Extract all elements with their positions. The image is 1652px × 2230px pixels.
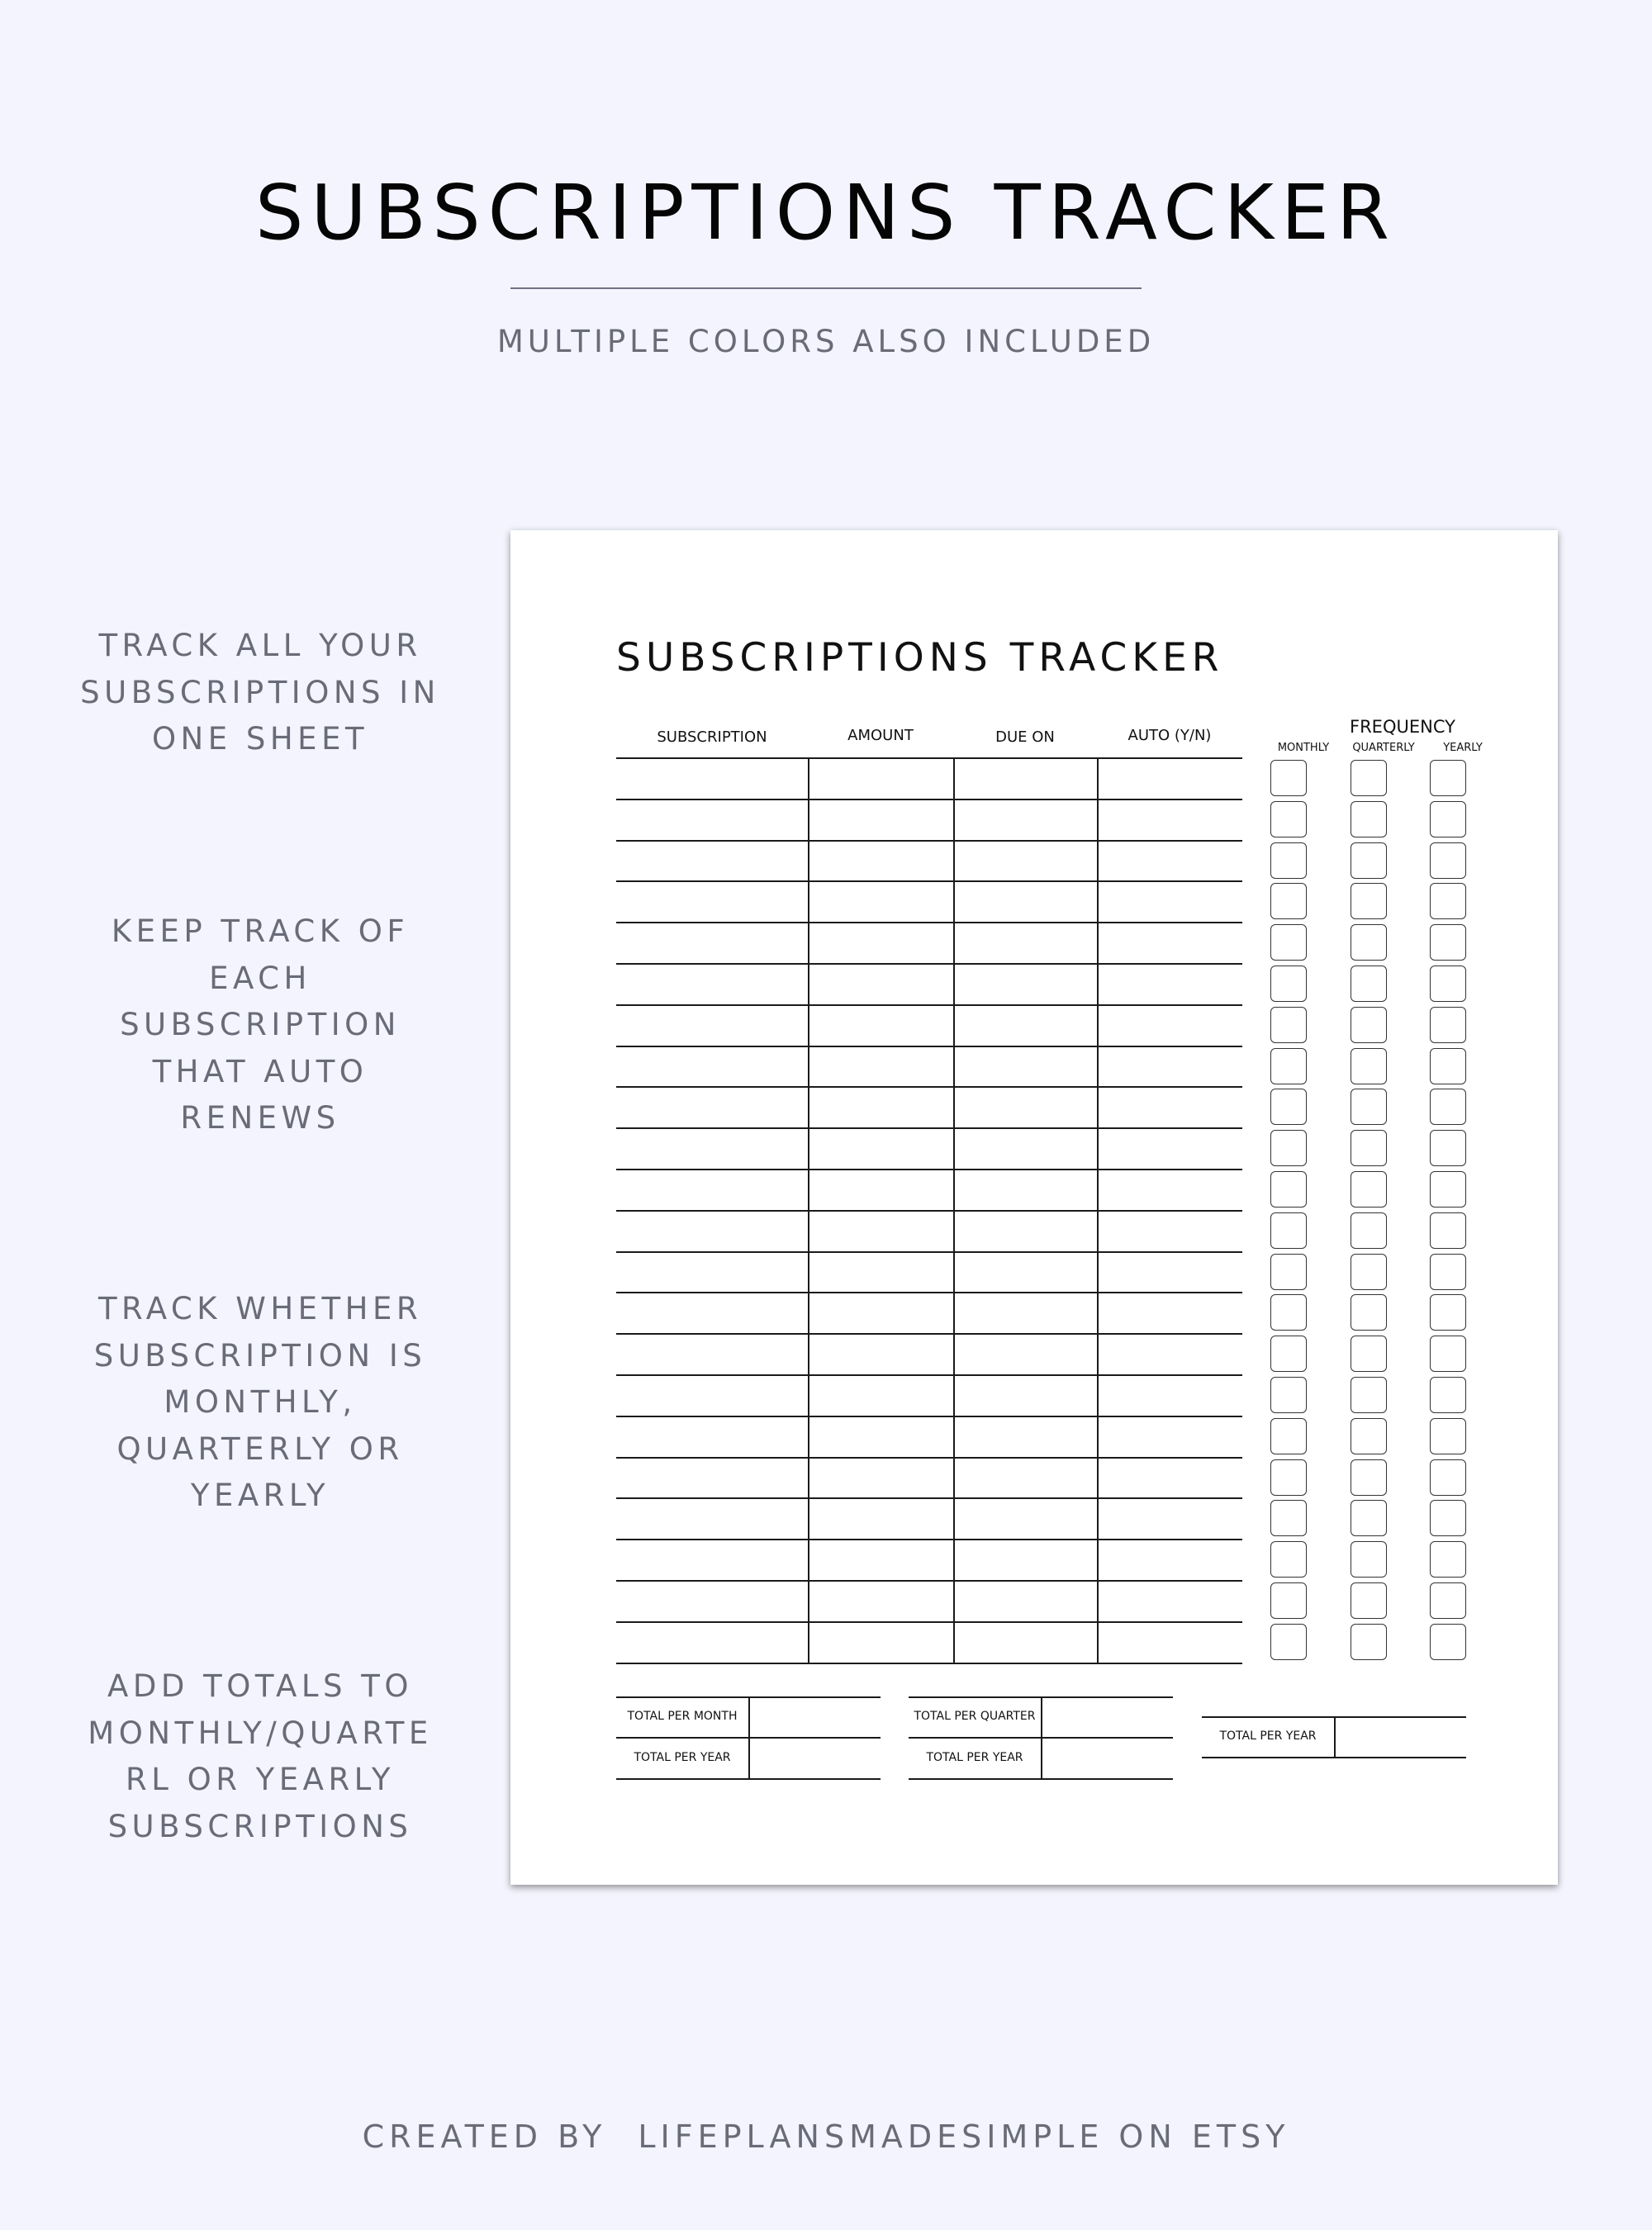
frequency-checkbox-quarterly [1351, 1089, 1387, 1125]
page-title: SUBSCRIPTIONS TRACKER [255, 168, 1397, 257]
feature-item: TRACK WHETHER SUBSCRIPTION IS MONTHLY, QUARTERLY OR YEARLY [93, 1291, 427, 1513]
frequency-checkbox-monthly [1270, 966, 1307, 1002]
feature-item: KEEP TRACK OF EACH SUBSCRIPTION THAT AUTO RENEWS [111, 913, 410, 1136]
table-row-line [616, 1169, 1242, 1170]
footer-created-by: CREATED BY [362, 2118, 607, 2155]
frequency-checkbox-yearly [1430, 1294, 1466, 1331]
table-row-line [616, 1663, 1242, 1664]
frequency-checkbox-monthly [1270, 924, 1307, 961]
frequency-checkbox-monthly [1270, 1582, 1307, 1619]
frequency-checkbox-yearly [1430, 1089, 1466, 1125]
frequency-quarterly-label: QUARTERLY [1352, 742, 1415, 754]
frequency-checkbox-monthly [1270, 1459, 1307, 1496]
frequency-checkbox-monthly [1270, 1007, 1307, 1043]
frequency-checkbox-monthly [1270, 883, 1307, 919]
frequency-checkbox-monthly [1270, 1418, 1307, 1454]
table-row-line [616, 1580, 1242, 1582]
table-column-divider [808, 757, 809, 1663]
table-row-line [616, 1497, 1242, 1499]
frequency-checkbox-quarterly [1351, 1336, 1387, 1372]
frequency-checkbox-quarterly [1351, 1377, 1387, 1413]
frequency-checkbox-quarterly [1351, 1254, 1387, 1290]
frequency-checkbox-quarterly [1351, 883, 1387, 919]
frequency-checkbox-monthly [1270, 1089, 1307, 1125]
table-column-divider [953, 757, 955, 1663]
frequency-checkbox-quarterly [1351, 1007, 1387, 1043]
frequency-checkbox-quarterly [1351, 1500, 1387, 1536]
frequency-checkbox-quarterly [1351, 1582, 1387, 1619]
frequency-checkbox-quarterly [1351, 1171, 1387, 1208]
frequency-monthly-label: MONTHLY [1277, 742, 1330, 754]
column-header-amount: AMOUNT [847, 727, 914, 744]
printable-sheet-preview [510, 530, 1558, 1885]
frequency-checkbox-yearly [1430, 1336, 1466, 1372]
frequency-checkbox-quarterly [1351, 842, 1387, 879]
footer-shop-name: LIFEPLANSMADESIMPLE ON ETSY [638, 2118, 1290, 2155]
frequency-checkbox-yearly [1430, 1254, 1466, 1290]
column-header-due-on: DUE ON [995, 728, 1055, 746]
frequency-checkbox-quarterly [1351, 1418, 1387, 1454]
frequency-yearly-label: YEARLY [1443, 742, 1483, 754]
frequency-checkbox-monthly [1270, 801, 1307, 837]
frequency-checkbox-quarterly [1351, 1212, 1387, 1249]
frequency-checkbox-quarterly [1351, 966, 1387, 1002]
frequency-checkbox-yearly [1430, 1541, 1466, 1578]
table-row-line [616, 880, 1242, 882]
table-row-line [616, 1416, 1242, 1417]
frequency-checkbox-monthly [1270, 1377, 1307, 1413]
frequency-checkbox-yearly [1430, 1459, 1466, 1496]
column-header-auto: AUTO (Y/N) [1127, 727, 1212, 744]
table-row-line [616, 1086, 1242, 1088]
frequency-checkbox-quarterly [1351, 1294, 1387, 1331]
total-label: TOTAL PER YEAR [926, 1751, 1023, 1764]
footer-credit [0, 2116, 1652, 2157]
frequency-checkbox-monthly [1270, 1624, 1307, 1660]
frequency-checkbox-monthly [1270, 760, 1307, 796]
frequency-checkbox-yearly [1430, 801, 1466, 837]
table-row-line [616, 963, 1242, 965]
table-row-line [616, 1210, 1242, 1212]
frequency-checkbox-quarterly [1351, 1624, 1387, 1660]
frequency-checkbox-yearly [1430, 883, 1466, 919]
table-row-line [616, 922, 1242, 923]
frequency-checkbox-yearly [1430, 1582, 1466, 1619]
table-row-line [616, 1127, 1242, 1129]
frequency-checkbox-monthly [1270, 842, 1307, 879]
table-row-line [616, 1004, 1242, 1006]
frequency-checkbox-yearly [1430, 1377, 1466, 1413]
table-row-line [616, 1292, 1242, 1293]
frequency-checkbox-yearly [1430, 842, 1466, 879]
title-divider [510, 287, 1142, 289]
frequency-checkbox-monthly [1270, 1212, 1307, 1249]
frequency-checkbox-monthly [1270, 1336, 1307, 1372]
table-row-line [616, 1251, 1242, 1253]
feature-item: ADD TOTALS TO MONTHLY/QUARTE RL OR YEARLY SUBSCRIPTIONS [88, 1668, 433, 1844]
frequency-checkbox-yearly [1430, 1624, 1466, 1660]
frequency-checkbox-yearly [1430, 1130, 1466, 1166]
frequency-checkbox-quarterly [1351, 1048, 1387, 1084]
total-label: TOTAL PER YEAR [634, 1751, 731, 1764]
table-row-line [616, 1046, 1242, 1047]
frequency-checkbox-monthly [1270, 1294, 1307, 1331]
frequency-checkbox-quarterly [1351, 1541, 1387, 1578]
frequency-checkbox-monthly [1270, 1541, 1307, 1578]
frequency-checkbox-yearly [1430, 1418, 1466, 1454]
frequency-checkbox-quarterly [1351, 924, 1387, 961]
frequency-checkbox-quarterly [1351, 801, 1387, 837]
total-label: TOTAL PER QUARTER [914, 1710, 1036, 1723]
frequency-checkbox-quarterly [1351, 760, 1387, 796]
table-row-line [616, 1621, 1242, 1623]
total-label: TOTAL PER YEAR [1219, 1729, 1317, 1743]
table-row-line [616, 1539, 1242, 1540]
frequency-checkbox-monthly [1270, 1254, 1307, 1290]
frequency-checkbox-monthly [1270, 1130, 1307, 1166]
column-header-subscription: SUBSCRIPTION [657, 728, 767, 746]
page-subtitle: MULTIPLE COLORS ALSO INCLUDED [496, 324, 1156, 359]
frequency-checkbox-quarterly [1351, 1130, 1387, 1166]
frequency-checkbox-yearly [1430, 1500, 1466, 1536]
table-row-line [616, 1457, 1242, 1459]
table-row-line [616, 1333, 1242, 1335]
frequency-checkbox-yearly [1430, 1171, 1466, 1208]
frequency-checkbox-monthly [1270, 1500, 1307, 1536]
frequency-checkbox-yearly [1430, 1007, 1466, 1043]
frequency-checkbox-yearly [1430, 966, 1466, 1002]
total-label: TOTAL PER MONTH [627, 1710, 738, 1723]
table-row-line [616, 799, 1242, 800]
frequency-checkbox-yearly [1430, 1212, 1466, 1249]
table-row-line [616, 1374, 1242, 1376]
frequency-checkbox-monthly [1270, 1171, 1307, 1208]
frequency-checkbox-quarterly [1351, 1459, 1387, 1496]
feature-item: TRACK ALL YOUR SUBSCRIPTIONS IN ONE SHEET [80, 628, 440, 757]
sheet-title: SUBSCRIPTIONS TRACKER [616, 635, 1224, 681]
frequency-checkbox-monthly [1270, 1048, 1307, 1084]
frequency-checkbox-yearly [1430, 924, 1466, 961]
frequency-checkbox-yearly [1430, 760, 1466, 796]
table-row-line [616, 757, 1242, 759]
frequency-header: FREQUENCY [1350, 717, 1455, 737]
table-column-divider [1097, 757, 1099, 1663]
frequency-checkbox-yearly [1430, 1048, 1466, 1084]
table-row-line [616, 840, 1242, 842]
